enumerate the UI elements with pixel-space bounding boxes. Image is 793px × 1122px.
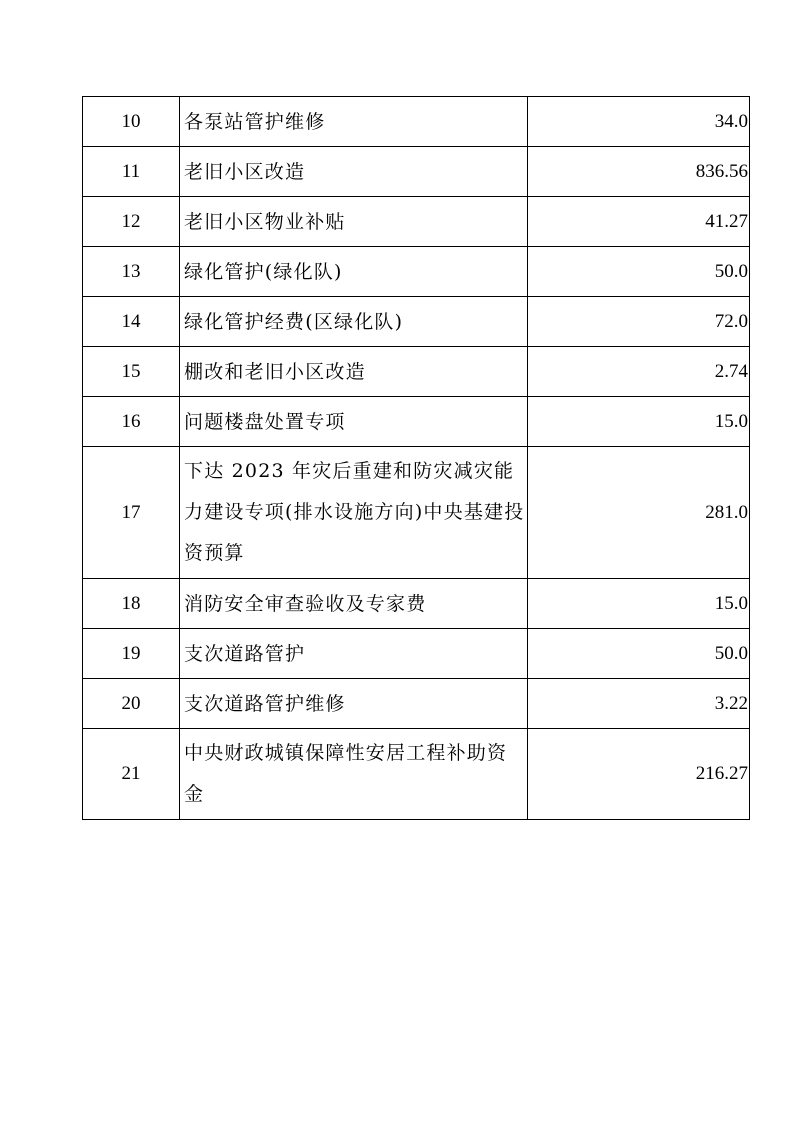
item-amount: 15.0 [528,397,750,447]
table-row [83,97,750,147]
table-row [83,579,750,629]
item-amount: 836.56 [528,147,750,197]
item-amount: 34.0 [528,97,750,147]
table-row [83,629,750,679]
table-row [83,679,750,729]
row-number: 16 [83,397,180,447]
row-number: 17 [83,447,180,579]
item-amount: 216.27 [528,729,750,820]
table-row [83,297,750,347]
row-number: 20 [83,679,180,729]
row-number: 18 [83,579,180,629]
item-name: 老旧小区改造 [180,147,528,197]
row-number: 13 [83,247,180,297]
item-name: 老旧小区物业补贴 [180,197,528,247]
row-number: 11 [83,147,180,197]
table-row [83,447,750,579]
item-amount: 72.0 [528,297,750,347]
item-name: 下达 2023 年灾后重建和防灾减灾能力建设专项(排水设施方向)中央基建投资预算 [180,447,528,579]
item-name: 支次道路管护 [180,629,528,679]
item-amount: 3.22 [528,679,750,729]
item-name: 各泵站管护维修 [180,97,528,147]
item-amount: 50.0 [528,629,750,679]
item-name: 中央财政城镇保障性安居工程补助资金 [180,729,528,820]
table-row [83,397,750,447]
item-amount: 281.0 [528,447,750,579]
row-number: 14 [83,297,180,347]
item-amount: 2.74 [528,347,750,397]
item-name: 绿化管护(绿化队) [180,247,528,297]
budget-table [82,96,750,820]
item-amount: 15.0 [528,579,750,629]
item-name: 问题楼盘处置专项 [180,397,528,447]
row-number: 21 [83,729,180,820]
table-row [83,729,750,820]
table-row [83,147,750,197]
table-row [83,347,750,397]
row-number: 15 [83,347,180,397]
row-number: 19 [83,629,180,679]
item-name: 绿化管护经费(区绿化队) [180,297,528,347]
table-row [83,197,750,247]
item-name: 棚改和老旧小区改造 [180,347,528,397]
item-name: 支次道路管护维修 [180,679,528,729]
item-name: 消防安全审查验收及专家费 [180,579,528,629]
row-number: 12 [83,197,180,247]
row-number: 10 [83,97,180,147]
table-row [83,247,750,297]
item-amount: 50.0 [528,247,750,297]
item-amount: 41.27 [528,197,750,247]
